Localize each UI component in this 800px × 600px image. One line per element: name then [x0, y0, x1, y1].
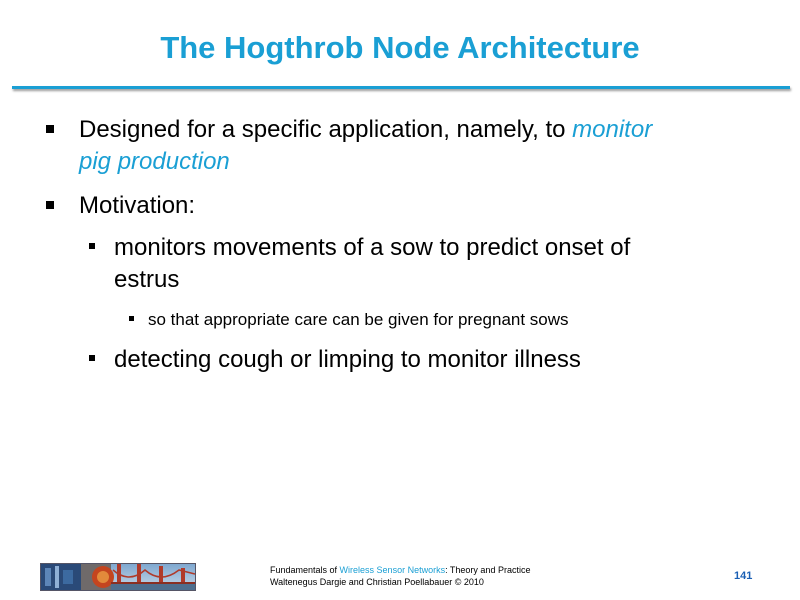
bullet-marker: [89, 243, 95, 249]
bullet-2-text: Motivation:: [79, 192, 196, 219]
sub-bullet-1-line2: estrus: [114, 266, 180, 293]
sub-bullet-1-line1: monitors movements of a sow to predict onset of: [114, 234, 631, 261]
sub-bullet-1: [114, 232, 774, 296]
sub-sub-bullet-1: [148, 309, 768, 331]
bullet-1-text: Designed for a specific application, namely, to: [79, 116, 573, 143]
footer-line1-prefix: Fundamentals of: [270, 565, 340, 575]
slide-title: The Hogthrob Node Architecture: [160, 30, 640, 65]
footer-line1-suffix: : Theory and Practice: [445, 565, 531, 575]
bullet-marker: [46, 201, 54, 209]
sub-bullet-2-text: detecting cough or limping to monitor illness: [114, 346, 581, 373]
footer-line-2: Waltenegus Dargie and Christian Poellabauer © 2010: [270, 577, 484, 587]
footer-citation: [270, 564, 530, 588]
bullet-2: [79, 190, 769, 222]
sub-sub-bullet-1-text: so that appropriate care can be given for pregnant sows: [148, 310, 569, 329]
footer-line1-highlight: Wireless Sensor Networks: [339, 565, 446, 575]
bullet-marker: [129, 316, 134, 321]
title-divider: [12, 86, 790, 89]
bullet-1-highlight: monitor: [572, 116, 653, 143]
bullet-1-highlight-cont: pig production: [79, 148, 230, 175]
footer-banner-image: [40, 563, 196, 591]
page-number: 141: [734, 570, 753, 582]
bullet-marker: [46, 125, 54, 133]
footer-line-1: [270, 564, 530, 576]
sub-bullet-2: [114, 344, 774, 376]
bullet-1: [79, 114, 769, 178]
bullet-marker: [89, 355, 95, 361]
